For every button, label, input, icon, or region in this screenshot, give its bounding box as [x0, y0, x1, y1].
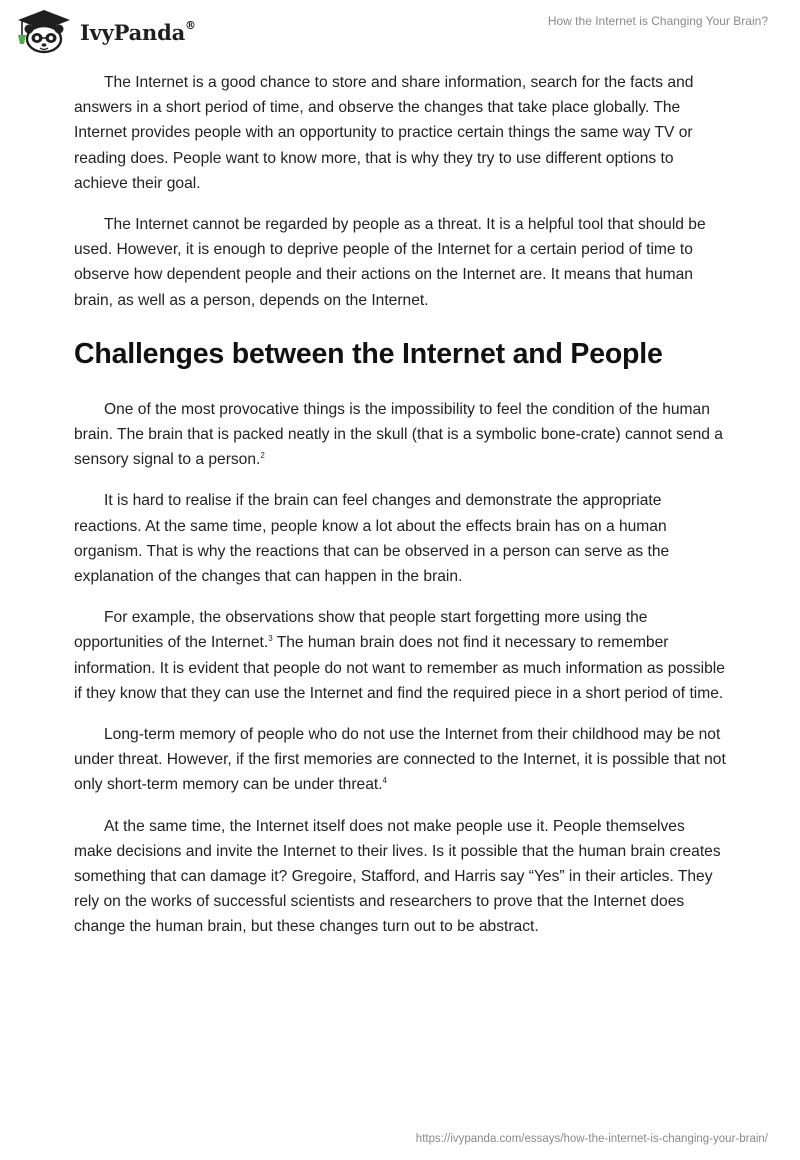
- panda-graduate-icon: [14, 8, 74, 54]
- section-paragraph: [74, 722, 726, 798]
- footnote-ref[interactable]: 3: [268, 634, 273, 644]
- registered-mark: ®: [185, 18, 196, 32]
- paragraph-text: One of the most provocative things is the impossibility to feel the condition of the human brain. The brain that is packed neatly in the skull (that is a symbolic bone-crate) cannot send a sensory signal to a person.: [74, 400, 723, 469]
- section-paragraph: It is hard to realise if the brain can feel changes and demonstrate the appropriate reactions. At the same time, people know a lot about the effects brain has on a human organism. That is why the reactions that can be observed in a person can serve as the explanation of the changes that can happen in the brain.: [74, 492, 670, 586]
- paragraph-text: Long-term memory of people who do not use the Internet from their childhood may be not under threat. However, if the first memories are connected to the Internet, it is possible that not only short-term memory can be under threat.: [74, 726, 726, 794]
- section-paragraph: [74, 605, 726, 706]
- intro-paragraph: The Internet is a good chance to store and share information, search for the facts and answers in a short period of time, and observe the changes that take place globally. The Internet provides people with an opportunity to practice certain things the same way TV or reading does. People want to know more, that is why they try to use different options to achieve their goal.: [74, 74, 694, 192]
- document-title: How the Internet is Changing Your Brain?: [547, 14, 768, 28]
- essay-content: [74, 70, 726, 956]
- intro-paragraph: The Internet cannot be regarded by people as a threat. It is a helpful tool that should be used. However, it is enough to deprive people of the Internet for a certain period of time to observe how dependent people and their actions on the Internet are. It means that human brain, as well as a person, depends on the Internet.: [74, 216, 706, 309]
- page-header: [0, 0, 800, 60]
- paragraph-text-after: The human brain does not find it necessary to remember information. It is evident that people do not want to remember as much information as possible if they know that they can use the Internet and find the required piece in a short period of time.: [74, 634, 725, 702]
- section-paragraph: [74, 397, 726, 473]
- section-heading: Challenges between the Internet and People: [74, 337, 663, 370]
- footnote-ref[interactable]: 4: [382, 776, 387, 786]
- brand-logo[interactable]: [14, 8, 196, 54]
- brand-name-text: IvyPanda: [80, 19, 186, 45]
- section-paragraph: At the same time, the Internet itself does not make people use it. People themselves make decisions and invite the Internet to their lives. Is it possible that the human brain creates something that can damage it? Gregoire, Stafford, and Harris say “Yes” in their articles. They rely on the works of successful scientists and researchers to prove that the Internet does change the human brain, but these changes turn out to be abstract.: [74, 817, 721, 936]
- footnote-ref[interactable]: 2: [260, 451, 265, 461]
- brand-name: [80, 20, 196, 45]
- paragraph-text: For example, the observations show that people start forgetting more using the opportunities of the Internet.: [74, 609, 648, 652]
- source-url[interactable]: https://ivypanda.com/essays/how-the-internet-is-changing-your-brain/: [415, 1133, 768, 1145]
